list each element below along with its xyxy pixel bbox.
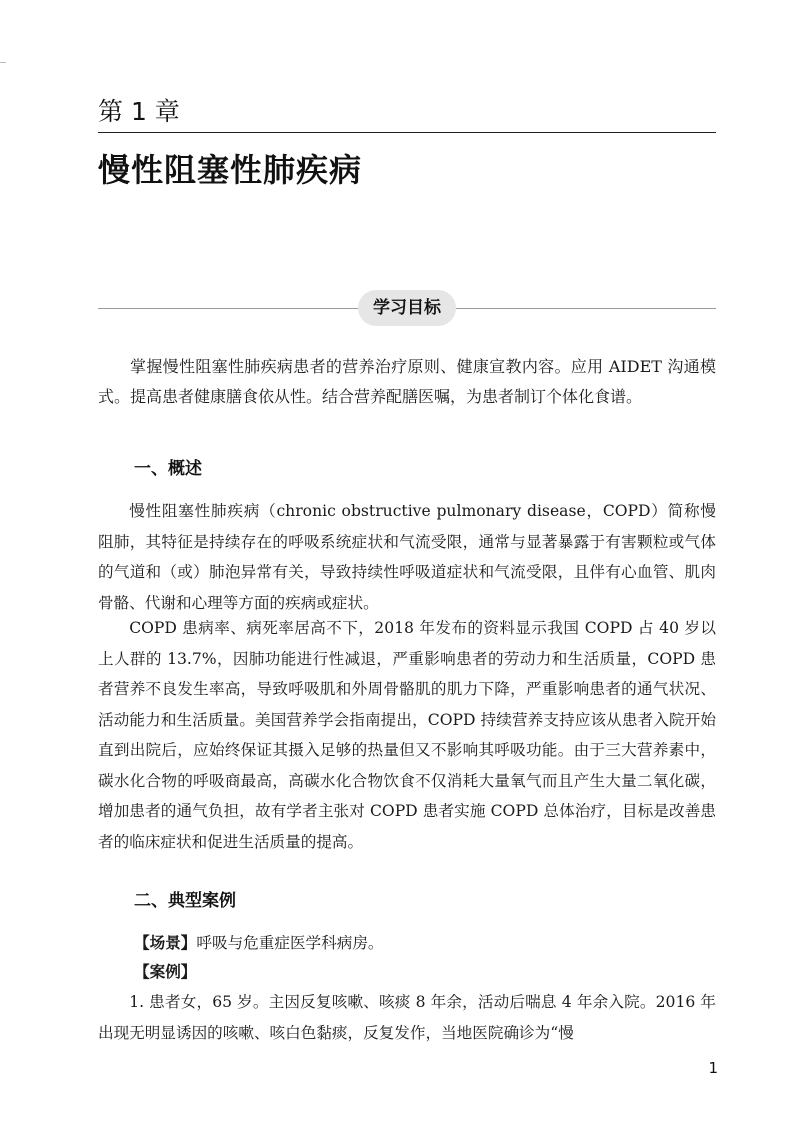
case-text: 1. 患者女，65 岁。主因反复咳嗽、咳痰 8 年余，活动后喘息 4 年余入院。2016 年出现无明显诱因的咳嗽、咳白色黏痰，反复发作，当地医院确诊为“慢 — [98, 993, 716, 1042]
page-edge-mark — [0, 62, 6, 63]
chapter-label: 第 1 章 — [98, 97, 180, 126]
scene-label: 【场景】 — [134, 934, 197, 952]
case-line — [134, 957, 196, 987]
page-number: 1 — [708, 1059, 718, 1077]
section-heading-overview: 一、概述 — [134, 459, 202, 479]
objectives-text: 掌握慢性阻塞性肺疾病患者的营养治疗原则、健康宣教内容。应用 AIDET 沟通模式。提高患者健康膳食依从性。结合营养配膳医嘱，为患者制订个体化食谱。 — [98, 357, 716, 406]
objectives-divider-left — [98, 308, 358, 309]
objectives-heading: 学习目标 — [358, 290, 456, 326]
section-heading-case: 二、典型案例 — [134, 891, 236, 911]
chapter-title: 慢性阻塞性肺疾病 — [98, 151, 363, 189]
chapter-rule — [98, 132, 716, 133]
overview-paragraph-2: COPD 患病率、病死率居高不下，2018 年发布的资料显示我国 COPD 占 40 岁以上人群的 13.7%，因肺功能进行性减退，严重影响患者的劳动力和生活质量，COPD 患者营养不良发生率高，导致呼吸肌和外周骨骼肌的肌力下降，严重影响患者的通气状况、活动能力和生活质量。美国营养学会指南提出，COPD 持续营养支持应该从患者入院开始直到出院后，应始终保证其摄入足够的热量但又不影响其呼吸功能。由于三大营养素中，碳水化合物的呼吸商最高，高碳水化合物饮食不仅消耗大量氧气而且产生大量二氧化碳，增加患者的通气负担，故有学者主张对 COPD 患者实施 COPD 总体治疗，目标是改善患者的临床症状和促进生活质量的提高。 — [98, 619, 716, 851]
overview-paragraph-1: 慢性阻塞性肺疾病（chronic obstructive pulmonary disease，COPD）简称慢阻肺，其特征是持续存在的呼吸系统症状和气流受限，通常与显著暴露于有害颗粒或气体的气道和（或）肺泡异常有关，导致持续性呼吸道症状和气流受限，且伴有心血管、肌肉骨骼、代谢和心理等方面的疾病或症状。 — [98, 502, 716, 612]
scene-line — [134, 928, 384, 958]
scene-text: 呼吸与危重症医学科病房。 — [196, 934, 384, 952]
objectives-divider-right — [456, 308, 716, 309]
case-label: 【案例】 — [134, 963, 197, 981]
